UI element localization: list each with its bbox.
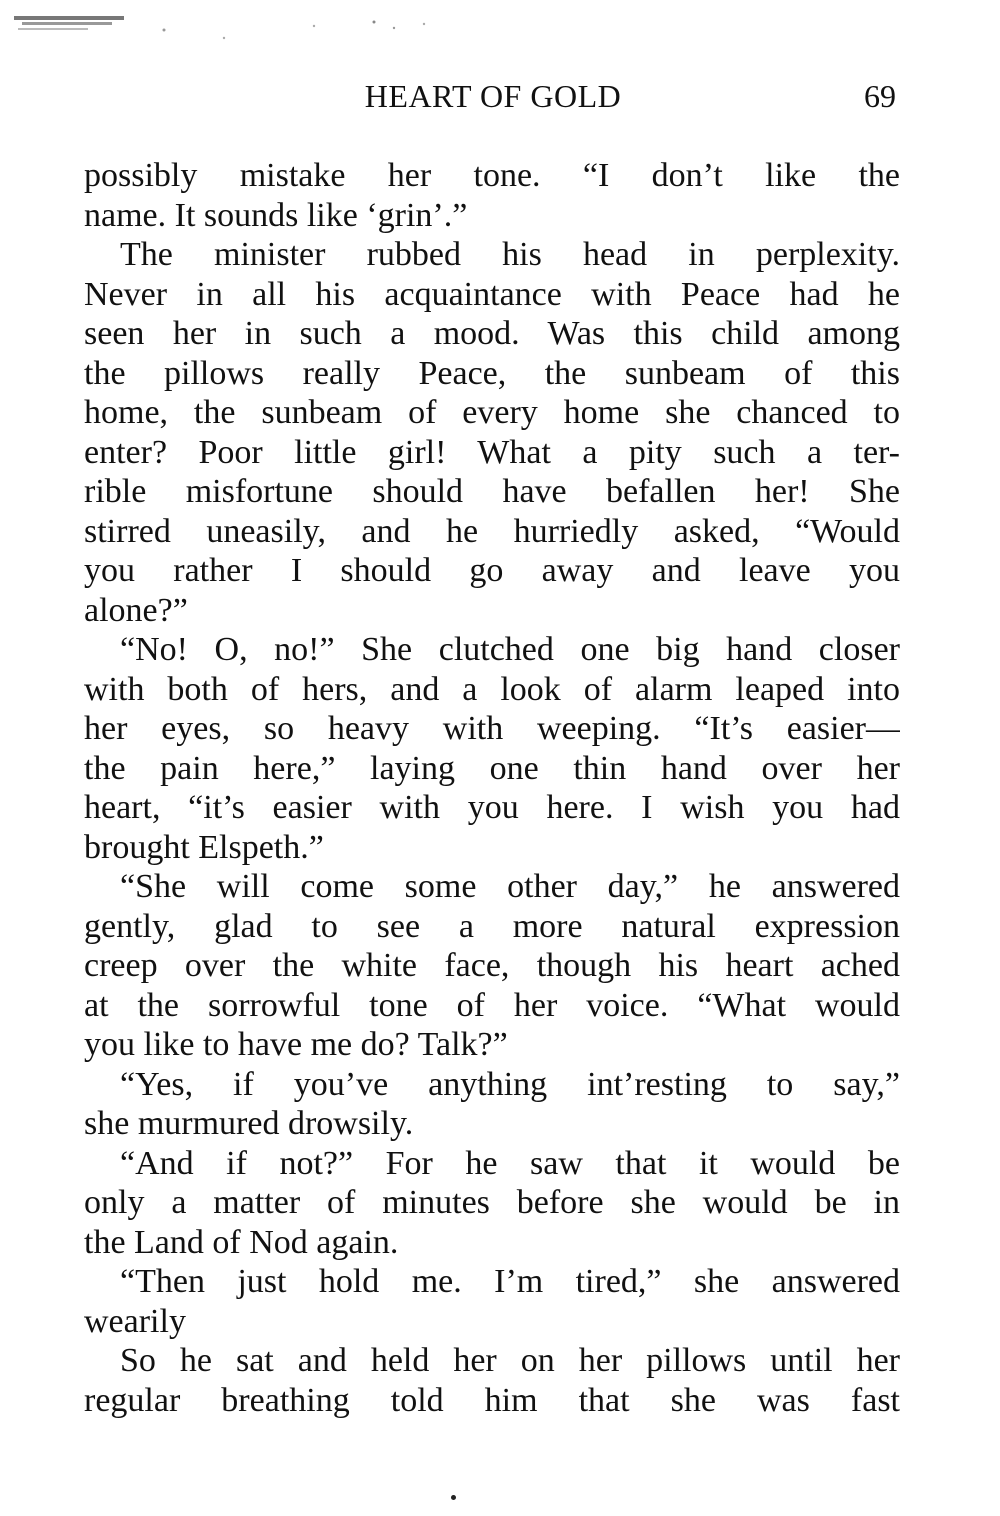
text-line: enter? Poor little girl! What a pity such a ter- — [84, 433, 900, 471]
text-line: home, the sunbeam of every home she chanced to — [84, 394, 900, 431]
text-line: only a matter of minutes before she would be in — [84, 1184, 900, 1221]
text-line: alone?” — [84, 591, 188, 629]
text-line: “Yes, if you’ve anything int’resting to say,” — [120, 1065, 900, 1103]
text-line: with both of hers, and a look of alarm leaped into — [84, 670, 900, 708]
text-line: The minister rubbed his head in perplexity. — [120, 236, 900, 273]
text-line: Never in all his acquaintance with Peace had he — [84, 275, 900, 313]
body-text — [84, 156, 900, 1420]
running-title: HEART OF GOLD — [364, 78, 622, 114]
text-line: regular breathing told him that she was fast — [84, 1381, 900, 1419]
text-line: her eyes, so heavy with weeping. “It’s easier— — [84, 710, 900, 747]
text-line: the pain here,” laying one thin hand over her — [84, 749, 900, 787]
text-line: seen her in such a mood. Was this child among — [84, 315, 900, 352]
text-line: “She will come some other day,” he answered — [120, 868, 900, 905]
scan-noise — [14, 8, 454, 50]
text-line: So he sat and held her on her pillows until her — [120, 1342, 900, 1379]
text-line: “And if not?” For he saw that it would be — [120, 1144, 900, 1182]
text-line: gently, glad to see a more natural expression — [84, 907, 900, 945]
text-line: at the sorrowful tone of her voice. “What would — [84, 986, 900, 1024]
page-number: 69 — [864, 78, 896, 114]
text-line: rible misfortune should have befallen her! She — [84, 473, 900, 510]
text-line: creep over the white face, though his heart ached — [84, 947, 900, 984]
text-line: you rather I should go away and leave you — [84, 552, 900, 589]
text-line: wearily — [84, 1302, 186, 1340]
ink-speck — [451, 1495, 456, 1500]
text-line: the Land of Nod again. — [84, 1223, 399, 1261]
text-line: brought Elspeth.” — [84, 828, 324, 866]
text-line: heart, “it’s easier with you here. I wish you had — [84, 789, 900, 826]
text-line: “Then just hold me. I’m tired,” she answered — [120, 1263, 900, 1300]
page-header — [84, 74, 902, 118]
text-line: you like to have me do? Talk?” — [84, 1026, 508, 1063]
text-line: the pillows really Peace, the sunbeam of this — [84, 354, 900, 392]
text-line: possibly mistake her tone. “I don’t like the — [84, 157, 900, 194]
text-line: she murmured drowsily. — [84, 1105, 414, 1142]
text-line: stirred uneasily, and he hurriedly asked, “Would — [84, 512, 900, 550]
text-line: name. It sounds like ‘grin’.” — [84, 196, 468, 234]
text-line: “No! O, no!” She clutched one big hand closer — [120, 631, 900, 668]
